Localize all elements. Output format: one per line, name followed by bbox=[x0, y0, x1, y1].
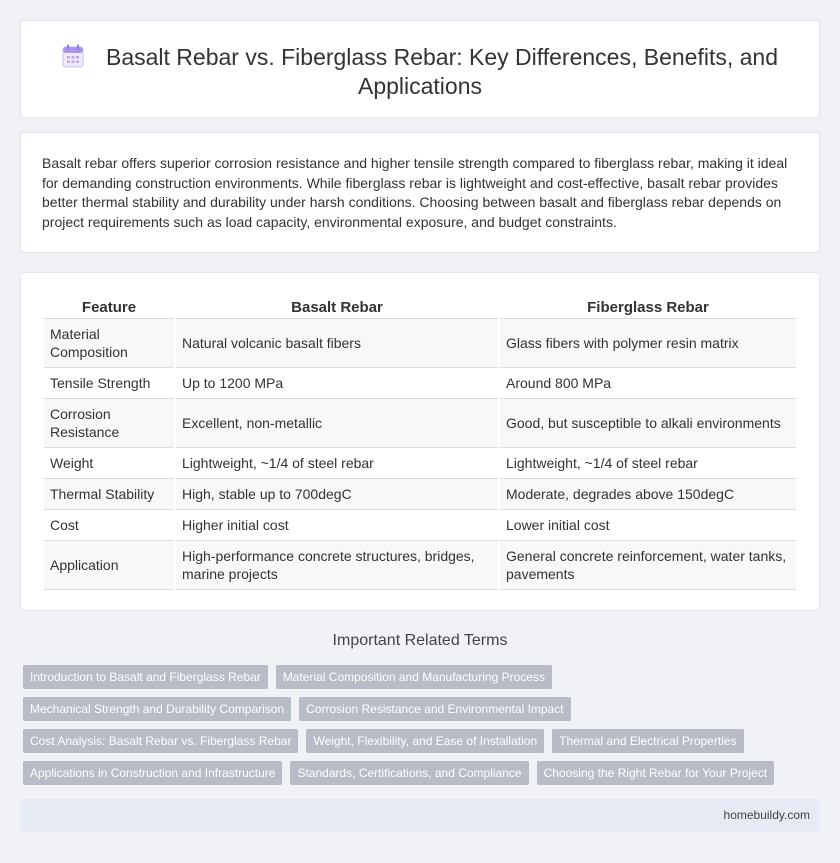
table-row bbox=[44, 541, 796, 590]
basalt-cell: Natural volcanic basalt fibers bbox=[176, 319, 498, 368]
footer-site-link[interactable]: homebuildy.com bbox=[723, 808, 810, 822]
header-basalt: Basalt Rebar bbox=[176, 293, 498, 319]
comparison-card bbox=[20, 272, 820, 611]
related-term-tag[interactable]: Thermal and Electrical Properties bbox=[552, 729, 743, 753]
related-term-tag[interactable]: Weight, Flexibility, and Ease of Installation bbox=[306, 729, 544, 753]
related-terms-title: Important Related Terms bbox=[332, 632, 508, 649]
fiberglass-cell: General concrete reinforcement, water tanks, pavements bbox=[500, 541, 796, 590]
basalt-cell: Excellent, non-metallic bbox=[176, 399, 498, 448]
tag-row bbox=[23, 665, 823, 689]
tag-row bbox=[23, 729, 823, 753]
page-title bbox=[51, 43, 789, 101]
fiberglass-cell: Lower initial cost bbox=[500, 510, 796, 541]
related-term-tag[interactable]: Introduction to Basalt and Fiberglass Rebar bbox=[23, 665, 268, 689]
related-term-tag[interactable]: Choosing the Right Rebar for Your Project bbox=[537, 761, 774, 785]
header-fiberglass: Fiberglass Rebar bbox=[500, 293, 796, 319]
header-feature: Feature bbox=[44, 293, 174, 319]
fiberglass-cell: Around 800 MPa bbox=[500, 368, 796, 399]
feature-cell: Thermal Stability bbox=[44, 479, 174, 510]
table-row bbox=[44, 448, 796, 479]
related-term-tag[interactable]: Material Composition and Manufacturing Process bbox=[276, 665, 552, 689]
table-row bbox=[44, 399, 796, 448]
intro-card bbox=[20, 132, 820, 253]
table-header-row bbox=[44, 293, 796, 319]
table-row bbox=[44, 319, 796, 368]
basalt-cell: Higher initial cost bbox=[176, 510, 498, 541]
calendar-icon bbox=[62, 44, 84, 68]
feature-cell: Corrosion Resistance bbox=[44, 399, 174, 448]
related-term-tag[interactable]: Applications in Construction and Infrastructure bbox=[23, 761, 282, 785]
intro-paragraph: Basalt rebar offers superior corrosion resistance and higher tensile strength compared to fiberglass rebar, making it ideal for demanding construction environments. While fiberglass rebar is lightweight and cost-effective, basalt rebar provides better thermal stability and durability under harsh conditions. Choosing between basalt and fiberglass rebar depends on project requirements such as load capacity, environmental exposure, and budget constraints. bbox=[42, 155, 788, 230]
table-row bbox=[44, 479, 796, 510]
tag-row bbox=[23, 761, 823, 785]
page-title-text: Basalt Rebar vs. Fiberglass Rebar: Key Differences, Benefits, and Applications bbox=[105, 44, 778, 99]
related-term-tag[interactable]: Standards, Certifications, and Compliance bbox=[290, 761, 528, 785]
feature-cell: Weight bbox=[44, 448, 174, 479]
feature-cell: Application bbox=[44, 541, 174, 590]
comparison-table bbox=[42, 293, 798, 590]
fiberglass-cell: Moderate, degrades above 150degC bbox=[500, 479, 796, 510]
related-term-tag[interactable]: Cost Analysis: Basalt Rebar vs. Fiberglass Rebar bbox=[23, 729, 298, 753]
fiberglass-cell: Good, but susceptible to alkali environments bbox=[500, 399, 796, 448]
fiberglass-cell: Lightweight, ~1/4 of steel rebar bbox=[500, 448, 796, 479]
related-term-tag[interactable]: Mechanical Strength and Durability Comparison bbox=[23, 697, 291, 721]
feature-cell: Cost bbox=[44, 510, 174, 541]
title-card bbox=[20, 20, 820, 118]
basalt-cell: High-performance concrete structures, bridges, marine projects bbox=[176, 541, 498, 590]
table-row bbox=[44, 368, 796, 399]
fiberglass-cell: Glass fibers with polymer resin matrix bbox=[500, 319, 796, 368]
basalt-cell: High, stable up to 700degC bbox=[176, 479, 498, 510]
tag-row bbox=[23, 697, 823, 721]
basalt-cell: Lightweight, ~1/4 of steel rebar bbox=[176, 448, 498, 479]
feature-cell: Material Composition bbox=[44, 319, 174, 368]
related-term-tag[interactable]: Corrosion Resistance and Environmental Impact bbox=[299, 697, 570, 721]
footer bbox=[20, 799, 820, 832]
table-row bbox=[44, 510, 796, 541]
feature-cell: Tensile Strength bbox=[44, 368, 174, 399]
related-terms-list bbox=[23, 665, 823, 793]
basalt-cell: Up to 1200 MPa bbox=[176, 368, 498, 399]
